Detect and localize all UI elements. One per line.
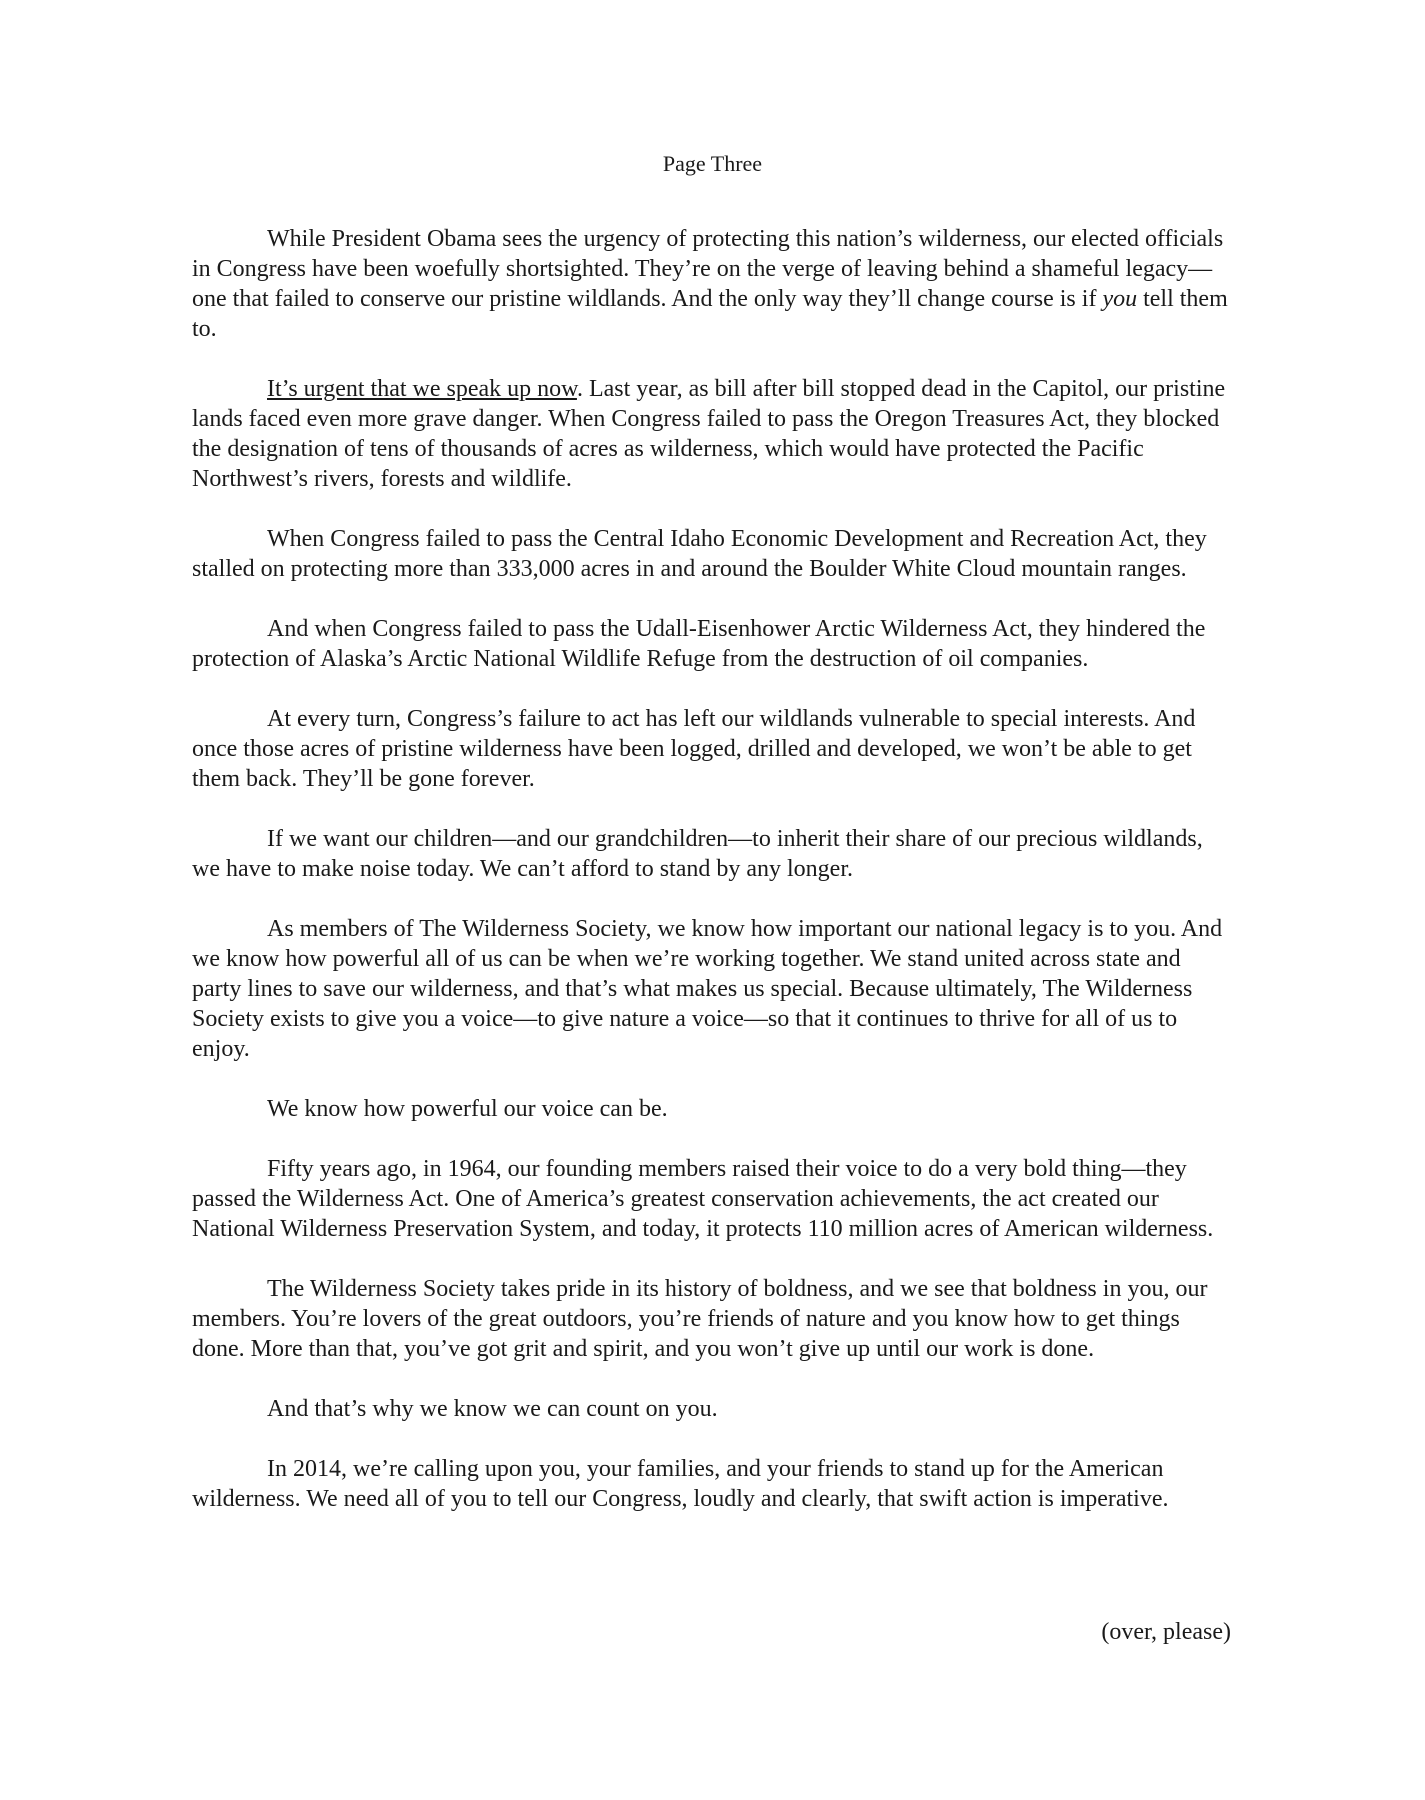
paragraph-1-emphasis: you (1102, 286, 1138, 312)
paragraph-11: And that’s why we know we can count on you. (267, 1396, 718, 1422)
paragraph-3: When Congress failed to pass the Central Idaho Economic Development and Recreation Act, they stalled on protecting more than 333,000 acres in and around the Boulder White Cloud mountain ranges. (192, 526, 1207, 582)
paragraph-9: Fifty years ago, in 1964, our founding members raised their voice to do a very bold thing—they passed the Wilderness Act. One of America’s greatest conservation achievements, the act created our National Wilderness Preservation System, and today, it protects 110 million acres of American wilderness. (192, 1156, 1214, 1242)
paragraph-12: In 2014, we’re calling upon you, your families, and your friends to stand up for the American wilderness. We need all of you to tell our Congress, loudly and clearly, that swift action is imperative. (192, 1456, 1169, 1512)
paragraph-4: And when Congress failed to pass the Udall-Eisenhower Arctic Wilderness Act, they hindered the protection of Alaska’s Arctic National Wildlife Refuge from the destruction of oil companies. (192, 616, 1206, 672)
continuation-note: (over, please) (1101, 1619, 1231, 1645)
paragraph-2-text: . Last year, as bill after bill stopped dead in the Capitol, our pristine lands faced even more grave danger. When Congress failed to pass the Oregon Treasures Act, they blocked the designation of tens of thousands of acres as wilderness, which would have protected the Pacific Northwest’s rivers, forests and wildlife. (192, 376, 1226, 492)
paragraph-1-text-a: While President Obama sees the urgency of protecting this nation’s wilderness, our elected officials in Congress have been woefully shortsighted. They’re on the verge of leaving behind a shameful legacy—one that failed to conserve our pristine wildlands. And the only way they’ll change course is if (192, 226, 1224, 312)
paragraph-8: We know how powerful our voice can be. (267, 1096, 668, 1122)
paragraph-2 (192, 374, 1232, 494)
paragraph-7: As members of The Wilderness Society, we know how important our national legacy is to you. And we know how powerful all of us can be when we’re working together. We stand united across state and party lines to save our wilderness, and that’s what makes us special. Because ultimately, The Wilderness Society exists to give you a voice—to give nature a voice—so that it continues to thrive for all of us to enjoy. (192, 916, 1223, 1062)
paragraph-1 (192, 224, 1232, 344)
paragraph-2-underlined-lead: It’s urgent that we speak up now (267, 376, 577, 402)
paragraph-1-text-b: tell them to. (192, 286, 1228, 342)
page-number-label: Page Three (662, 151, 763, 176)
paragraph-10: The Wilderness Society takes pride in its history of boldness, and we see that boldness in you, our members. You’re lovers of the great outdoors, you’re friends of nature and you know how to get things done. More than that, you’ve got grit and spirit, and you won’t give up until our work is done. (192, 1276, 1208, 1362)
paragraph-5: At every turn, Congress’s failure to act has left our wildlands vulnerable to special interests. And once those acres of pristine wilderness have been logged, drilled and developed, we won’t be able to get them back. They’ll be gone forever. (192, 706, 1196, 792)
letter-body (192, 224, 1232, 1544)
paragraph-6: If we want our children—and our grandchildren—to inherit their share of our precious wildlands, we have to make noise today. We can’t afford to stand by any longer. (192, 826, 1203, 882)
